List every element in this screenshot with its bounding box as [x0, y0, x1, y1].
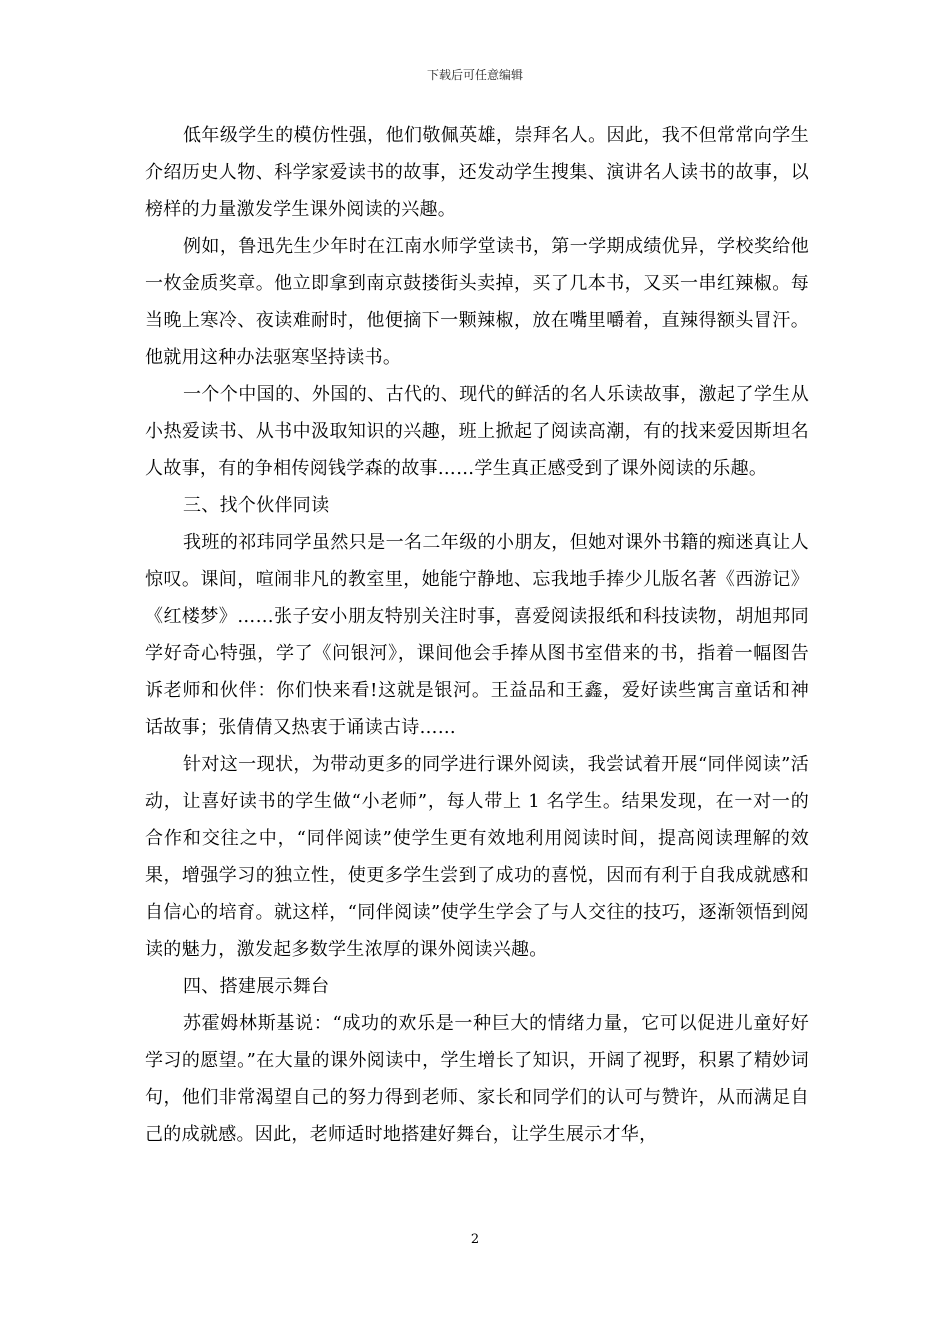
section-heading: 四、搭建展示舞台 — [183, 976, 330, 997]
paragraph: 例如，鲁迅先生少年时在江南水师学堂读书，第一学期成绩优异，学校奖给他一枚金质奖章。他立即拿到南京鼓搂街头卖掉，买了几本书，又买一串红辣椒。每当晚上寒冷、夜读难耐时，他便摘下一颗辣椒，放在嘴里嚼着，直辣得额头冒汗。他就用这种办法驱寒坚持读书。 — [145, 236, 809, 368]
page-number: 2 — [470, 1232, 480, 1247]
body-text — [145, 117, 809, 1153]
paragraph: 一个个中国的、外国的、古代的、现代的鲜活的名人乐读故事，激起了学生从小热爱读书、从书中汲取知识的兴趣，班上掀起了阅读高潮，有的找来爱因斯坦名人故事，有的争相传阅钱学森的故事……学生真正感受到了课外阅读的乐趣。 — [145, 384, 809, 479]
paragraph: 我班的祁玮同学虽然只是一名二年级的小朋友，但她对课外书籍的痴迷真让人惊叹。课间，喧闹非凡的教室里，她能宁静地、忘我地手捧少儿版名著《西游记》《红楼梦》……张子安小朋友特别关注时事，喜爱阅读报纸和科技读物，胡旭邦同学好奇心特强，学了《问银河》，课间他会手捧从图书室借来的书，指着一幅图告诉老师和伙伴：你们快来看!这就是银河。王益品和王鑫，爱好读些寓言童话和神话故事；张倩倩又热衷于诵读古诗…… — [145, 532, 809, 738]
paragraph: 苏霍姆林斯基说：“成功的欢乐是一种巨大的情绪力量，它可以促进儿童好好学习的愿望。”在大量的课外阅读中，学生增长了知识，开阔了视野，积累了精妙词句，他们非常渴望自己的努力得到老师、家长和同学们的认可与赞许，从而满足自己的成就感。因此，老师适时地搭建好舞台，让学生展示才华， — [145, 1013, 809, 1145]
page-header: 下载后可任意编辑 — [426, 68, 523, 82]
paragraph: 针对这一现状，为带动更多的同学进行课外阅读，我尝试着开展“同伴阅读”活动，让喜好读书的学生做“小老师”，每人带上 1 名学生。结果发现，在一对一的合作和交往之中，“同伴阅读”使学生更有效地利用阅读时间，提高阅读理解的效果，增强学习的独立性，使更多学生尝到了成功的喜悦，因而有利于自我成就感和自信心的培育。就这样，“同伴阅读”使学生学会了与人交往的技巧，逐渐领悟到阅读的魅力，激发起多数学生浓厚的课外阅读兴趣。 — [145, 754, 809, 960]
section-heading: 三、找个伙伴同读 — [183, 495, 330, 516]
paragraph: 低年级学生的模仿性强，他们敬佩英雄，崇拜名人。因此，我不但常常向学生介绍历史人物、科学家爱读书的故事，还发动学生搜集、演讲名人读书的故事，以榜样的力量激发学生课外阅读的兴趣。 — [145, 125, 809, 220]
